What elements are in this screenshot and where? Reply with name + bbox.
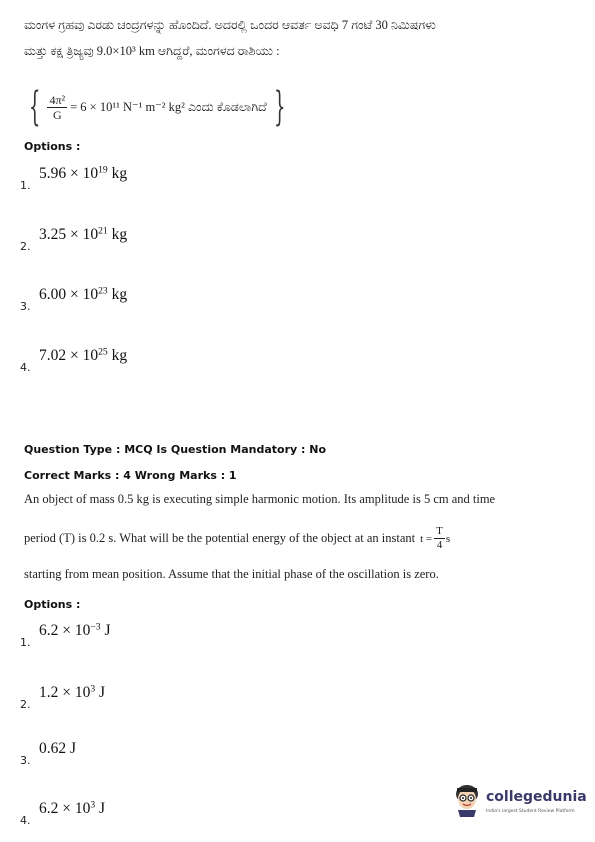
question-2-text-2-main: period (T) is 0.2 s. What will be the potential energy of the object at an instant bbox=[24, 531, 416, 545]
time-unit: s bbox=[445, 532, 451, 545]
question-2-options-label: Options : bbox=[24, 598, 81, 611]
time-variable: t = bbox=[420, 532, 433, 545]
time-fraction-denominator: 4 bbox=[436, 539, 443, 551]
option-number: 4. bbox=[20, 361, 31, 374]
option-mantissa: 7.02 × 10 bbox=[39, 347, 99, 364]
given-fraction-denominator: G bbox=[52, 107, 62, 122]
question-1-line-2: ಮತ್ತು ಕಕ್ಷ ತ್ರಿಜ್ಯವು 9.0×10³ km ಆಗಿದ್ದರೆ, ಮಂಗಳದ ರಾಶಿಯು : bbox=[24, 44, 280, 58]
option-value bbox=[39, 226, 127, 244]
option-value bbox=[39, 165, 127, 183]
option-mantissa: 3.25 × 10 bbox=[39, 226, 99, 243]
option-exponent: 23 bbox=[98, 285, 108, 297]
time-fraction-numerator: T bbox=[436, 525, 443, 537]
option-exponent: −3 bbox=[90, 621, 101, 633]
option-value bbox=[39, 740, 76, 758]
option-exponent: 25 bbox=[98, 346, 108, 358]
option-unit: J bbox=[99, 684, 106, 701]
marks-line: Correct Marks : 4 Wrong Marks : 1 bbox=[24, 469, 237, 482]
option-unit: kg bbox=[111, 226, 128, 243]
option-mantissa: 0.62 bbox=[39, 740, 67, 757]
question-1-given-data bbox=[22, 84, 292, 130]
collegedunia-logo bbox=[452, 783, 587, 823]
option-mantissa: 5.96 × 10 bbox=[39, 165, 99, 182]
option-number: 3. bbox=[20, 300, 31, 313]
option-unit: J bbox=[99, 800, 106, 817]
question-1-options-label: Options : bbox=[24, 140, 81, 153]
option-exponent: 19 bbox=[98, 164, 108, 176]
option-unit: J bbox=[104, 622, 111, 639]
question-2-text-1: An object of mass 0.5 kg is executing simple harmonic motion. Its amplitude is 5 cm and time bbox=[24, 492, 496, 506]
option-unit: kg bbox=[111, 286, 128, 303]
question-2-text-2 bbox=[24, 526, 450, 551]
logo-tagline: India's largest Student Review Platform bbox=[486, 809, 575, 814]
option-unit: kg bbox=[111, 165, 128, 182]
option-number: 1. bbox=[20, 179, 31, 192]
given-fraction bbox=[47, 94, 67, 121]
option-value bbox=[39, 800, 105, 818]
right-brace: } bbox=[273, 84, 286, 130]
option-exponent: 3 bbox=[90, 683, 96, 695]
question-2-text-3: starting from mean position. Assume that the initial phase of the oscillation is zero. bbox=[24, 567, 439, 581]
logo-name: collegedunia bbox=[486, 789, 587, 805]
time-fraction bbox=[434, 526, 445, 551]
option-number: 2. bbox=[20, 698, 31, 711]
given-fraction-numerator: 4π² bbox=[49, 92, 66, 107]
option-exponent: 3 bbox=[90, 799, 96, 811]
question-type-line: Question Type : MCQ Is Question Mandatory : No bbox=[24, 443, 327, 456]
option-value bbox=[39, 286, 127, 304]
left-brace: { bbox=[28, 84, 41, 130]
option-unit: J bbox=[70, 740, 77, 757]
student-mascot-icon bbox=[452, 783, 482, 817]
question-1-line-1: ಮಂಗಳ ಗ್ರಹವು ಎರಡು ಚಂದ್ರಗಳನ್ನು ಹೊಂದಿದೆ. ಅದರಲ್ಲಿ ಒಂದರ ಆವರ್ತ ಅವಧಿ 7 ಗಂಟೆ 30 ನಿಮಿಷಗಳು bbox=[24, 18, 436, 32]
option-number: 3. bbox=[20, 754, 31, 767]
option-number: 4. bbox=[20, 814, 31, 827]
option-value bbox=[39, 622, 111, 640]
option-unit: kg bbox=[111, 347, 128, 364]
option-mantissa: 6.2 × 10 bbox=[39, 800, 91, 817]
option-number: 2. bbox=[20, 240, 31, 253]
option-mantissa: 6.2 × 10 bbox=[39, 622, 91, 639]
option-value bbox=[39, 684, 105, 702]
option-mantissa: 6.00 × 10 bbox=[39, 286, 99, 303]
option-number: 1. bbox=[20, 636, 31, 649]
option-value bbox=[39, 347, 127, 365]
option-exponent: 21 bbox=[98, 225, 108, 237]
option-mantissa: 1.2 × 10 bbox=[39, 684, 91, 701]
given-equation: = 6 × 10¹¹ N⁻¹ m⁻² kg² ಎಂದು ಕೊಡಲಾಗಿದೆ bbox=[70, 100, 267, 114]
